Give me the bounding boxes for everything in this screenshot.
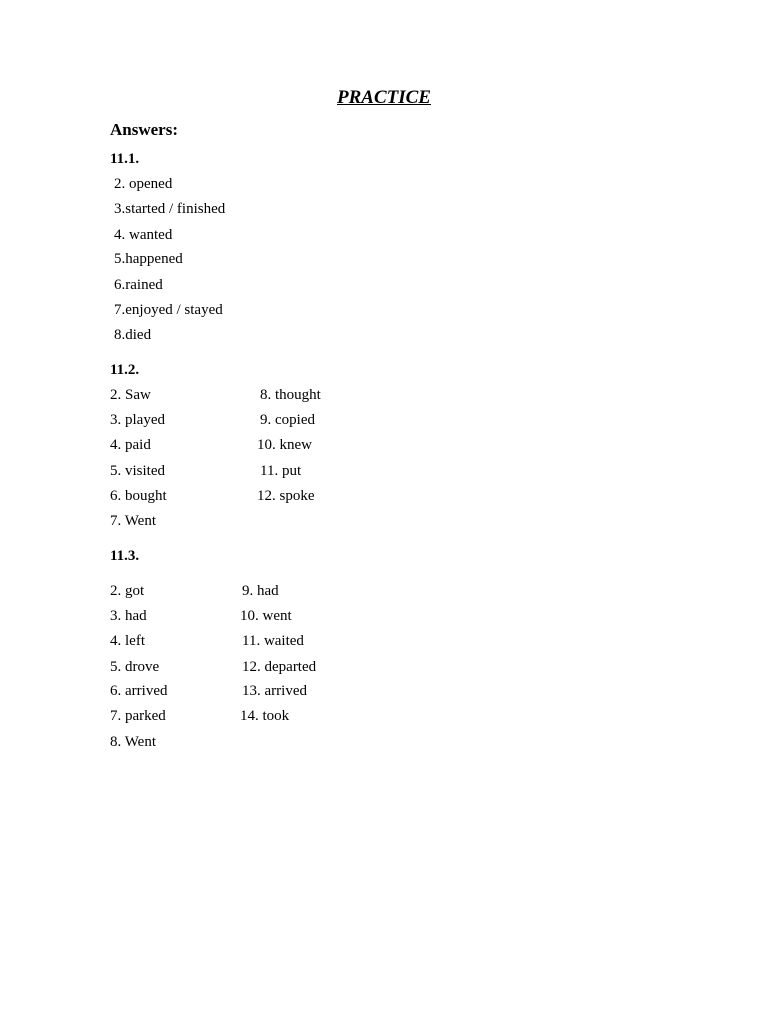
answer-item: 7. Went bbox=[110, 513, 157, 529]
section-label: 11.1. bbox=[110, 151, 140, 167]
answer-item: 9. had bbox=[242, 583, 279, 599]
answer-item: 12. departed bbox=[242, 659, 317, 675]
answer-item: 6. bought bbox=[110, 488, 167, 504]
answer-item: 4. paid bbox=[110, 437, 151, 453]
section-label: 11.3. bbox=[110, 548, 140, 564]
answer-item: 7.enjoyed / stayed bbox=[114, 302, 223, 318]
answer-item: 8. Went bbox=[110, 734, 157, 750]
answer-item: 3. played bbox=[110, 412, 165, 428]
answer-item: 6. arrived bbox=[110, 683, 168, 699]
answer-item: 5. drove bbox=[110, 659, 160, 675]
answer-item: 3.started / finished bbox=[114, 201, 226, 217]
page-title: PRACTICE bbox=[337, 87, 431, 108]
answer-item: 10. went bbox=[240, 608, 292, 624]
answer-item: 7. parked bbox=[110, 708, 166, 724]
answer-item: 10. knew bbox=[257, 437, 312, 453]
answer-item: 4. wanted bbox=[114, 227, 173, 243]
answer-item: 2. Saw bbox=[110, 387, 151, 403]
answer-item: 3. had bbox=[110, 608, 147, 624]
answer-item: 14. took bbox=[240, 708, 290, 724]
answer-item: 11. waited bbox=[242, 633, 304, 649]
answer-item: 8. thought bbox=[260, 387, 321, 403]
answer-item: 13. arrived bbox=[242, 683, 307, 699]
answer-item: 5.happened bbox=[114, 251, 183, 267]
answer-item: 11. put bbox=[260, 463, 302, 479]
answer-item: 4. left bbox=[110, 633, 145, 649]
answer-item: 2. opened bbox=[114, 176, 173, 192]
answers-heading: Answers: bbox=[110, 120, 178, 139]
answer-item: 8.died bbox=[114, 327, 152, 343]
answer-item: 2. got bbox=[110, 583, 145, 599]
answer-item: 6.rained bbox=[114, 277, 163, 293]
answer-item: 12. spoke bbox=[257, 488, 315, 504]
answer-item: 9. copied bbox=[260, 412, 315, 428]
answer-item: 5. visited bbox=[110, 463, 165, 479]
section-label: 11.2. bbox=[110, 362, 140, 378]
